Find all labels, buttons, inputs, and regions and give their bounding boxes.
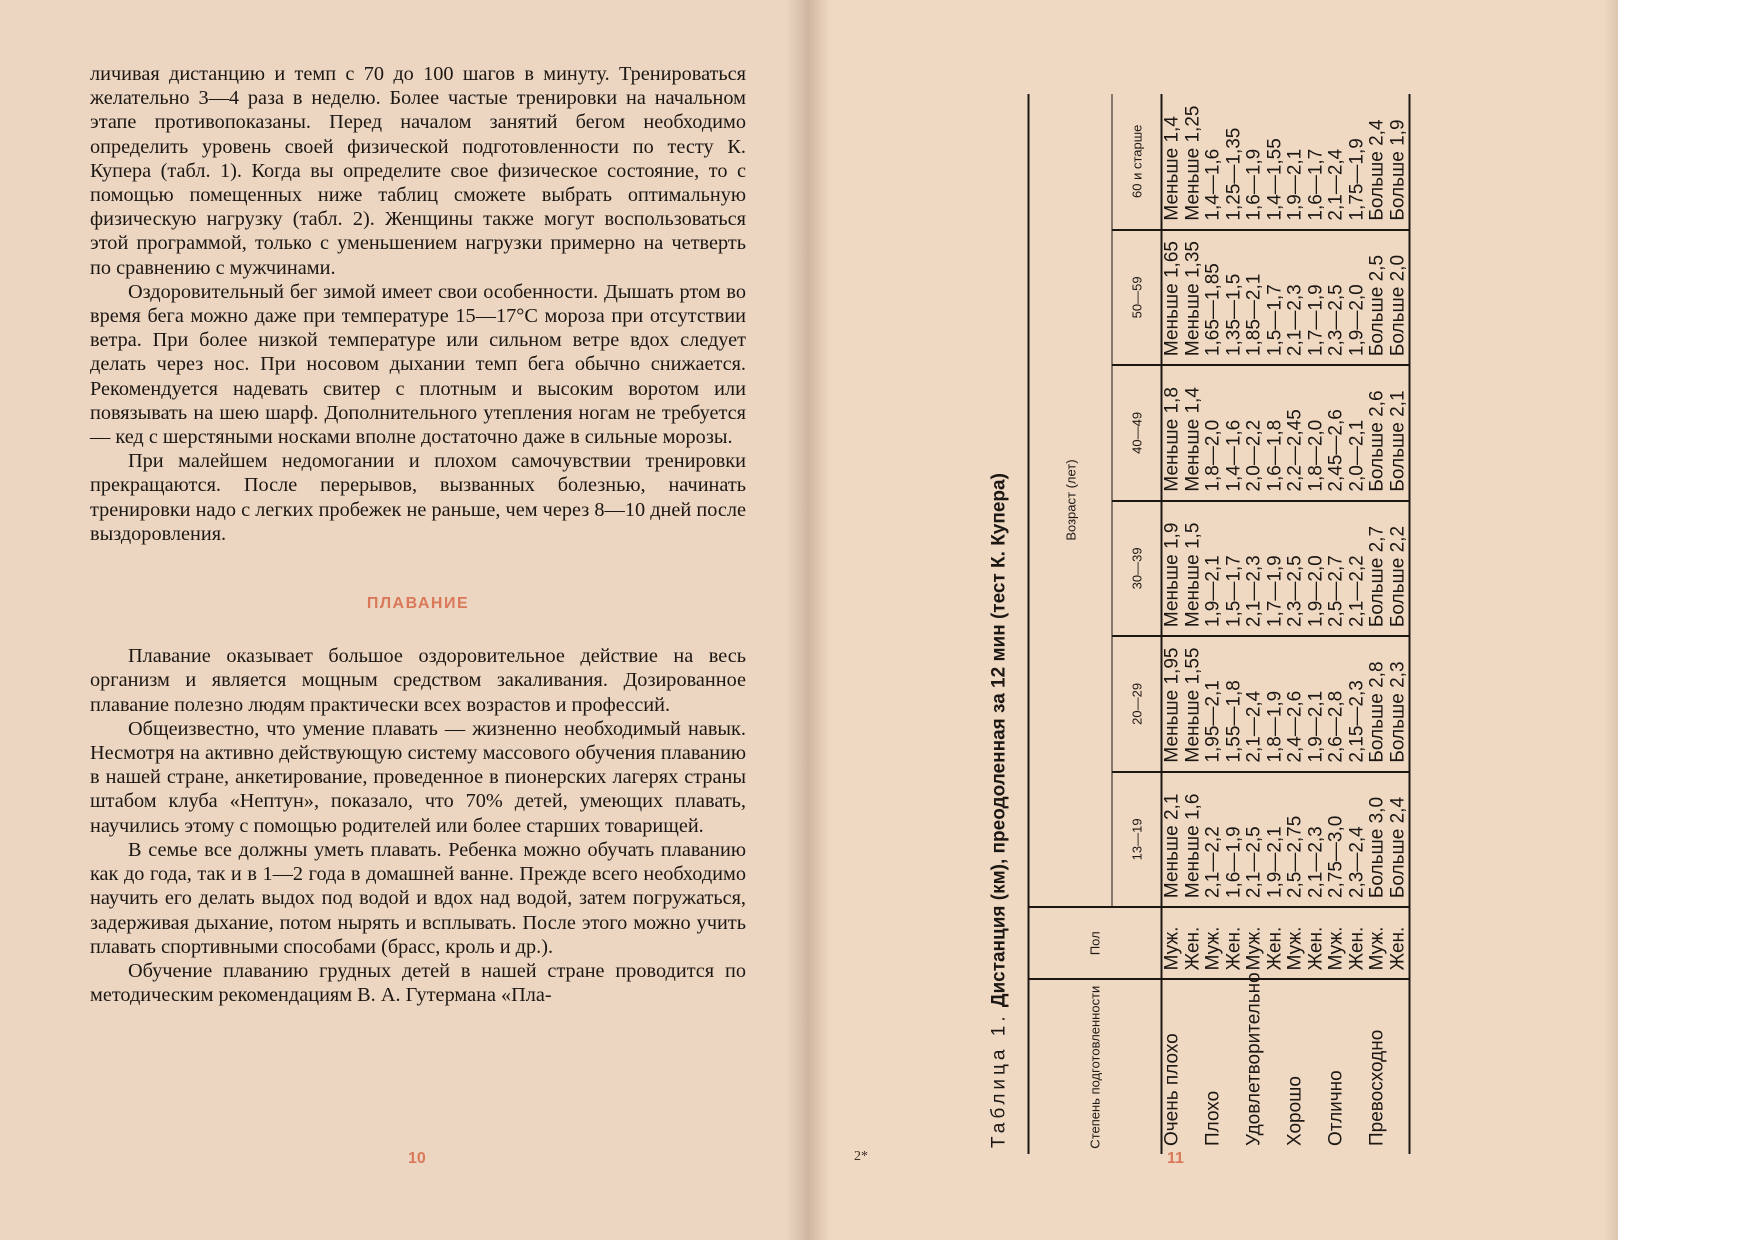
sex-cell bbox=[1204, 907, 1245, 979]
value-cell-line: 1,4—1,55 bbox=[1264, 138, 1285, 221]
value-cell bbox=[1368, 772, 1410, 908]
value-cell-line: Меньше 1,35 bbox=[1182, 241, 1203, 357]
value-cell bbox=[1204, 501, 1245, 637]
value-cell-line: 1,4—1,6 bbox=[1202, 148, 1224, 221]
sex-cell-line: Муж. bbox=[1202, 926, 1224, 971]
value-cell-line: 2,75—3,0 bbox=[1325, 815, 1347, 899]
value-cell-line: 1,8—2,0 bbox=[1202, 419, 1224, 492]
value-cell-line: 1,8—2,0 bbox=[1305, 419, 1326, 492]
value-cell-line: Меньше 1,5 bbox=[1182, 522, 1203, 628]
header-age-group: 30—39 bbox=[1112, 501, 1162, 637]
value-cell-line: 2,1—2,5 bbox=[1243, 826, 1265, 899]
book-gutter bbox=[786, 0, 830, 1240]
value-cell-line: 1,25—1,35 bbox=[1223, 127, 1244, 221]
sex-cell bbox=[1245, 907, 1286, 979]
value-cell-line: Меньше 1,25 bbox=[1182, 105, 1203, 221]
value-cell-line: Меньше 1,65 bbox=[1161, 241, 1183, 357]
value-cell-line: 2,3—2,5 bbox=[1284, 555, 1306, 628]
header-sex: Пол bbox=[1029, 907, 1162, 979]
value-cell-line: 1,6—1,7 bbox=[1305, 148, 1326, 221]
value-cell-line: Больше 2,7 bbox=[1366, 525, 1388, 628]
value-cell bbox=[1286, 772, 1327, 908]
value-cell-line: 2,5—2,7 bbox=[1325, 555, 1347, 628]
value-cell-line: 1,65—1,85 bbox=[1202, 263, 1224, 357]
left-page-text bbox=[90, 62, 746, 1007]
value-cell bbox=[1286, 365, 1327, 501]
table-row bbox=[1162, 94, 1204, 1154]
sex-cell-line: Жен. bbox=[1387, 926, 1408, 971]
value-cell-line: 1,5—1,7 bbox=[1264, 284, 1285, 357]
value-cell-line: Больше 2,6 bbox=[1366, 390, 1388, 492]
paragraph: Плавание оказывает большое оздоровительное действие на весь организм и является мощным средством закаливания. Дозированное плавание полезно людям практически всех возрастов и профессий. bbox=[90, 645, 746, 716]
value-cell-line: 2,15—2,3 bbox=[1346, 680, 1367, 763]
value-cell-line: Больше 2,8 bbox=[1366, 661, 1388, 763]
value-cell bbox=[1204, 94, 1245, 230]
value-cell bbox=[1162, 230, 1204, 366]
value-cell-line: 1,4—1,6 bbox=[1223, 419, 1244, 492]
value-cell bbox=[1245, 230, 1286, 366]
level-cell-line: Плохо bbox=[1202, 1090, 1224, 1146]
value-cell bbox=[1245, 365, 1286, 501]
value-cell-line: 1,55—1,8 bbox=[1223, 680, 1244, 763]
value-cell-line: 2,1—2,3 bbox=[1284, 284, 1306, 357]
value-cell bbox=[1204, 636, 1245, 772]
value-cell bbox=[1368, 636, 1410, 772]
paragraph: Обучение плаванию грудных детей в нашей стране проводится по методическим рекомендациям В. А. Гутермана «Пла- bbox=[90, 959, 746, 1007]
value-cell bbox=[1162, 94, 1204, 230]
value-cell-line: 2,4—2,6 bbox=[1284, 690, 1306, 763]
sex-cell-line: Муж. bbox=[1243, 926, 1265, 971]
value-cell bbox=[1245, 94, 1286, 230]
value-cell-line: 2,3—2,4 bbox=[1346, 826, 1367, 899]
value-cell bbox=[1368, 501, 1410, 637]
sex-cell-line: Жен. bbox=[1305, 926, 1326, 971]
value-cell bbox=[1368, 230, 1410, 366]
value-cell-line: Меньше 1,4 bbox=[1161, 116, 1183, 221]
value-cell-line: 1,35—1,5 bbox=[1223, 273, 1244, 357]
level-cell bbox=[1368, 979, 1410, 1154]
value-cell-line: 2,6—2,8 bbox=[1325, 690, 1347, 763]
value-cell-line: 1,5—1,7 bbox=[1223, 555, 1244, 628]
value-cell-line: Больше 2,4 bbox=[1366, 119, 1388, 221]
value-cell-line: 2,3—2,5 bbox=[1325, 284, 1347, 357]
value-cell bbox=[1204, 230, 1245, 366]
level-cell bbox=[1162, 979, 1204, 1154]
value-cell bbox=[1162, 636, 1204, 772]
value-cell-line: 2,2—2,45 bbox=[1284, 409, 1306, 492]
level-cell-line: Удовлетворительно bbox=[1243, 972, 1265, 1146]
sex-cell-line: Жен. bbox=[1346, 926, 1367, 971]
value-cell-line: 1,7—1,9 bbox=[1264, 555, 1285, 628]
value-cell bbox=[1286, 636, 1327, 772]
level-cell-line: Отлично bbox=[1325, 1070, 1347, 1146]
table-row bbox=[1204, 94, 1245, 1154]
value-cell-line: Больше 3,0 bbox=[1366, 796, 1388, 899]
value-cell bbox=[1327, 365, 1368, 501]
value-cell-line: Меньше 2,1 bbox=[1161, 793, 1183, 899]
paragraph: При малейшем недомогании и плохом самочувствии тренировки прекращаются. После перерывов, вызванных болезнью, начинать тренировки надо с легких пробежек не раньше, чем через 8—10 дней после выздоровления. bbox=[90, 450, 746, 545]
value-cell-line: 1,8—1,9 bbox=[1264, 690, 1285, 763]
value-cell-line: Меньше 1,9 bbox=[1161, 522, 1183, 628]
value-cell-line: 2,1—2,3 bbox=[1243, 555, 1265, 628]
table-body bbox=[1162, 94, 1410, 1154]
sex-cell bbox=[1327, 907, 1368, 979]
value-cell bbox=[1327, 501, 1368, 637]
sex-cell-line: Муж. bbox=[1284, 926, 1306, 971]
value-cell-line: 1,7—1,9 bbox=[1305, 284, 1326, 357]
value-cell-line: 2,0—2,2 bbox=[1243, 419, 1265, 492]
header-age-group: 13—19 bbox=[1112, 772, 1162, 908]
value-cell-line: 1,75—1,9 bbox=[1346, 138, 1367, 221]
cooper-table-rotated bbox=[972, 94, 1497, 1154]
value-cell-line: Больше 2,4 bbox=[1387, 796, 1408, 899]
page-number-left: 10 bbox=[408, 1150, 426, 1167]
value-cell-line: Больше 2,0 bbox=[1387, 254, 1408, 357]
value-cell-line: 2,45—2,6 bbox=[1325, 409, 1347, 492]
sex-cell bbox=[1368, 907, 1410, 979]
sex-cell-line: Жен. bbox=[1223, 926, 1244, 971]
value-cell-line: 1,9—2,1 bbox=[1284, 148, 1306, 221]
signature-mark: 2* bbox=[854, 1149, 868, 1164]
value-cell-line: 1,6—1,9 bbox=[1243, 148, 1265, 221]
header-age: Возраст (лет) bbox=[1029, 94, 1113, 907]
value-cell-line: 1,9—2,1 bbox=[1202, 555, 1224, 628]
value-cell-line: 1,9—2,0 bbox=[1346, 284, 1367, 357]
table-row bbox=[1286, 94, 1327, 1154]
header-age-group: 40—49 bbox=[1112, 365, 1162, 501]
value-cell-line: Меньше 1,6 bbox=[1182, 793, 1203, 899]
section-heading: ПЛАВАНИЕ bbox=[366, 595, 470, 613]
value-cell-line: Больше 2,3 bbox=[1387, 661, 1408, 763]
table-row bbox=[1245, 94, 1286, 1154]
value-cell bbox=[1286, 94, 1327, 230]
value-cell-line: Больше 2,2 bbox=[1387, 525, 1408, 628]
value-cell bbox=[1245, 501, 1286, 637]
level-cell bbox=[1204, 979, 1245, 1154]
value-cell-line: 2,1—2,2 bbox=[1202, 826, 1224, 899]
sex-cell-line: Муж. bbox=[1161, 926, 1183, 971]
table-caption-prefix: Таблица 1. bbox=[988, 1012, 1010, 1148]
paragraph: Оздоровительный бег зимой имеет свои особенности. Дышать ртом во время бега можно даже при температуре 15—17°С мороза при отсутствии ветра. При более низкой температуре или сильном ветре вдох следует делать через нос. При носовом дыхании темп бега обычно снижается. Рекомендуется надевать свитер с плотным и высоким воротом или повязывать на шею шарф. Дополнительного утепления ногам не требуется — кед с шерстяными носками вполне достаточно даже в сильные морозы. bbox=[90, 280, 746, 449]
value-cell-line: 1,9—2,1 bbox=[1264, 826, 1285, 899]
value-cell bbox=[1245, 636, 1286, 772]
value-cell-line: 2,0—2,1 bbox=[1346, 419, 1367, 492]
value-cell bbox=[1204, 772, 1245, 908]
value-cell-line: Меньше 1,95 bbox=[1161, 647, 1183, 763]
value-cell bbox=[1368, 94, 1410, 230]
sex-cell-line: Жен. bbox=[1182, 926, 1203, 971]
value-cell bbox=[1286, 230, 1327, 366]
cooper-test-table bbox=[1028, 94, 1411, 1154]
value-cell-line: Больше 2,1 bbox=[1387, 390, 1408, 492]
value-cell bbox=[1162, 365, 1204, 501]
page-edge-shadow bbox=[1604, 0, 1618, 1240]
value-cell-line: 1,6—1,8 bbox=[1264, 419, 1285, 492]
value-cell-line: 2,1—2,2 bbox=[1346, 555, 1367, 628]
level-cell bbox=[1243, 972, 1286, 1154]
value-cell bbox=[1245, 772, 1286, 908]
header-age-group: 50—59 bbox=[1112, 230, 1162, 366]
value-cell bbox=[1327, 230, 1368, 366]
table-caption bbox=[972, 94, 1028, 1154]
table-row bbox=[1368, 94, 1410, 1154]
value-cell bbox=[1162, 501, 1204, 637]
value-cell-line: 1,9—2,0 bbox=[1305, 555, 1326, 628]
value-cell-line: 2,1—2,3 bbox=[1305, 826, 1326, 899]
sex-cell-line: Муж. bbox=[1366, 926, 1388, 971]
value-cell bbox=[1327, 772, 1368, 908]
level-cell-line: Превосходно bbox=[1366, 1029, 1388, 1146]
sex-cell bbox=[1286, 907, 1327, 979]
sex-cell-line: Жен. bbox=[1264, 926, 1285, 971]
header-level: Степень подготовленности bbox=[1029, 979, 1162, 1154]
sex-cell-line: Муж. bbox=[1325, 926, 1347, 971]
value-cell bbox=[1286, 501, 1327, 637]
value-cell bbox=[1368, 365, 1410, 501]
level-cell-line: Хорошо bbox=[1284, 1076, 1306, 1146]
value-cell-line: Меньше 1,8 bbox=[1161, 387, 1183, 492]
page-number-right: 11 bbox=[1167, 1150, 1184, 1167]
header-age-group: 60 и старше bbox=[1112, 94, 1162, 230]
value-cell-line: 1,6—1,9 bbox=[1223, 826, 1244, 899]
value-cell-line: 1,95—2,1 bbox=[1202, 680, 1224, 763]
value-cell bbox=[1327, 636, 1368, 772]
value-cell bbox=[1327, 94, 1368, 230]
value-cell-line: Меньше 1,4 bbox=[1182, 387, 1203, 492]
value-cell bbox=[1162, 772, 1204, 908]
sex-cell bbox=[1162, 907, 1204, 979]
header-age-group: 20—29 bbox=[1112, 636, 1162, 772]
value-cell bbox=[1204, 365, 1245, 501]
value-cell-line: Больше 1,9 bbox=[1387, 119, 1408, 221]
paragraph: В семье все должны уметь плавать. Ребенка можно обучать плаванию как до года, так и в 1—2 года в домашней ванне. Прежде всего необходимо научить его делать выдох под водой и вдох над водой, затем погружаться, задерживая дыхание, потом нырять и всплывать. После этого можно учить плавать спортивными способами (брасс, кроль и др.). bbox=[90, 838, 746, 958]
paragraph: Общеизвестно, что умение плавать — жизненно необходимый навык. Несмотря на активно действующую систему массового обучения плаванию в нашей стране, анкетирование, проведенное в пионерских лагерях страны штабом клуба «Нептун», показало, что 70% детей, умеющих плавать, научились этому с помощью родителей или более старших товарищей. bbox=[90, 717, 746, 837]
table-row bbox=[1327, 94, 1368, 1154]
level-cell bbox=[1286, 979, 1327, 1154]
table-caption-title: Дистанция (км), преодоленная за 12 мин (тест К. Купера) bbox=[988, 473, 1010, 1008]
paragraph: личивая дистанцию и темп с 70 до 100 шагов в минуту. Тренироваться желательно 3—4 раза в неделю. Более частые тренировки на начальном этапе противопоказаны. Перед началом занятий бегом необходимо определить уровень своей физической подготовленности по тесту К. Купера (табл. 1). Когда вы определите свое физическое состояние, то с помощью помещенных ниже таблиц сможете выбрать оптимальную физическую нагрузку (табл. 2). Женщины также могут воспользоваться этой программой, только с уменьшением нагрузки примерно на четверть по сравнению с мужчинами. bbox=[90, 63, 746, 279]
value-cell-line: 2,1—2,4 bbox=[1243, 690, 1265, 763]
value-cell-line: 1,9—2,1 bbox=[1305, 690, 1326, 763]
value-cell-line: 1,85—2,1 bbox=[1243, 273, 1265, 357]
value-cell-line: 2,1—2,4 bbox=[1325, 148, 1347, 221]
value-cell-line: Меньше 1,55 bbox=[1182, 647, 1203, 763]
level-cell-line: Очень плохо bbox=[1161, 1033, 1183, 1146]
value-cell-line: Больше 2,5 bbox=[1366, 254, 1388, 357]
value-cell-line: 2,5—2,75 bbox=[1284, 815, 1306, 899]
level-cell bbox=[1327, 979, 1368, 1154]
